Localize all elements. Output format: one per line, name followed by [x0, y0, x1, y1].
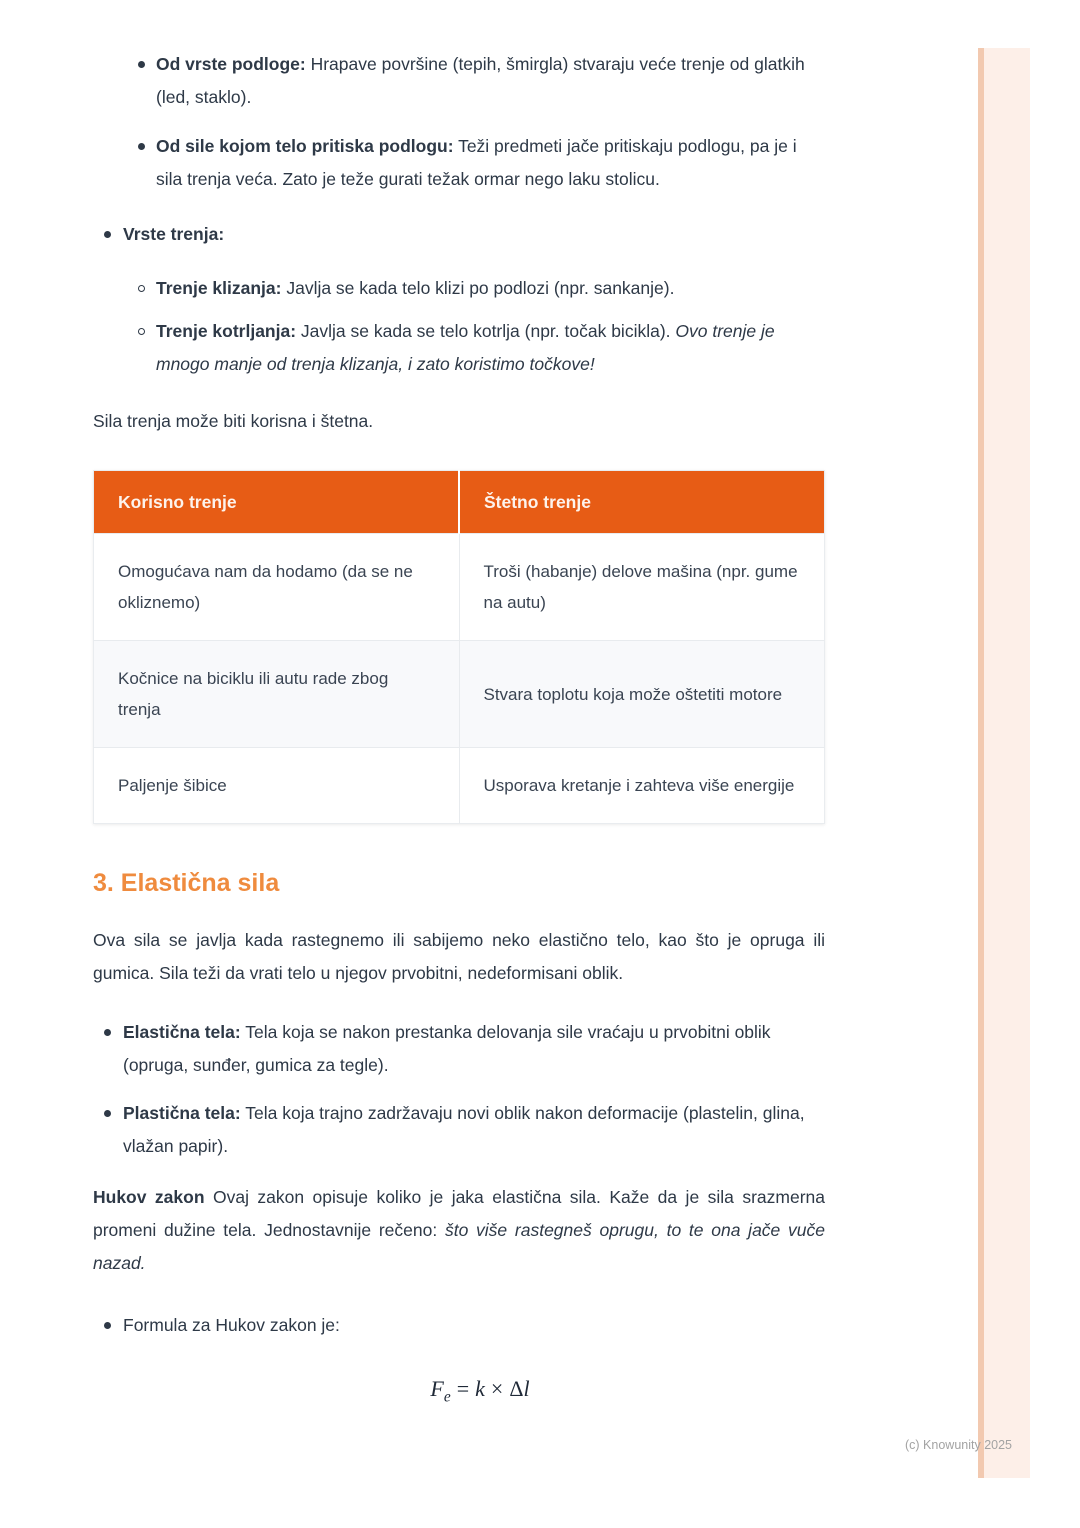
bullet-icon	[104, 1029, 111, 1036]
bullet-icon	[104, 231, 111, 238]
table-cell: Usporava kretanje i zahteva više energije	[459, 748, 825, 824]
list-item-text: Plastična tela: Tela koja trajno zadržavaju novi oblik nakon deformacije (plastelin, glina, vlažan papir).	[123, 1103, 805, 1156]
paragraph-hooke-law: Hukov zakon Ovaj zakon opisuje koliko je jaka elastična sila. Kaže da je sila srazmerna promeni dužine tela. Jednostavnije rečeno: što više rastegneš oprugu, to te ona jače vuče nazad.	[93, 1187, 825, 1273]
page-edge-strip	[978, 48, 1030, 1478]
list-item-text: Vrste trenja:	[123, 224, 225, 244]
formula-multiply: ×	[490, 1376, 504, 1401]
formula-delta: Δ	[509, 1376, 524, 1401]
bullet-icon	[104, 1322, 111, 1329]
friction-comparison-table	[93, 470, 825, 824]
table-header-row	[94, 471, 825, 534]
table-cell: Omogućava nam da hodamo (da se ne okliznemo)	[94, 534, 460, 641]
formula-subscript: e	[443, 1388, 451, 1406]
table-row	[94, 641, 825, 748]
table-cell: Kočnice na biciklu ili autu rade zbog trenja	[94, 641, 460, 748]
copyright-notice: (c) Knowunity 2025	[905, 1438, 1013, 1452]
formula-equals: =	[456, 1376, 470, 1401]
list-item-surface-type	[138, 48, 825, 114]
list-item-friction-types-title	[93, 218, 825, 251]
list-item-elastic-bodies	[93, 1016, 825, 1082]
table-cell: Stvara toplotu koja može oštetiti motore	[459, 641, 825, 748]
circle-bullet-icon	[138, 285, 145, 292]
paragraph-useful-harmful: Sila trenja može biti korisna i štetna.	[93, 411, 374, 431]
formula-constant-symbol: k	[475, 1376, 485, 1401]
circle-bullet-icon	[138, 328, 145, 335]
list-item-formula-label	[93, 1309, 825, 1342]
formula-force-symbol: F	[430, 1376, 444, 1401]
hooke-formula	[93, 1372, 825, 1413]
table-cell: Paljenje šibice	[94, 748, 460, 824]
list-item-sliding-friction	[138, 272, 825, 305]
list-item-text: Trenje klizanja: Javlja se kada telo klizi po podlozi (npr. sankanje).	[156, 278, 675, 298]
table-row	[94, 748, 825, 824]
list-item-text: Formula za Hukov zakon je:	[123, 1315, 340, 1335]
formula-length-symbol: l	[523, 1376, 530, 1401]
list-item-text: Od vrste podloge: Hrapave površine (tepih, šmirgla) stvaraju veće trenje od glatkih (led, staklo).	[156, 54, 805, 107]
list-item-rolling-friction	[138, 315, 825, 381]
bullet-icon	[138, 143, 145, 150]
bullet-icon	[138, 61, 145, 68]
table-header-harmful: Štetno trenje	[459, 471, 825, 534]
table-cell: Troši (habanje) delove mašina (npr. gume na autu)	[459, 534, 825, 641]
list-item-text: Elastična tela: Tela koja se nakon prestanka delovanja sile vraćaju u prvobitni oblik (opruga, sunđer, gumica za tegle).	[123, 1022, 771, 1075]
list-item-text: Trenje kotrljanja: Javlja se kada se telo kotrlja (npr. točak bicikla). Ovo trenje je mnogo manje od trenja klizanja, i zato koristimo točkove!	[156, 321, 775, 374]
list-item-pressing-force	[138, 130, 825, 196]
bullet-icon	[104, 1110, 111, 1117]
table-header-useful: Korisno trenje	[94, 471, 460, 534]
paragraph-elastic-intro: Ova sila se javlja kada rastegnemo ili sabijemo neko elastično telo, kao što je opruga ili gumica. Sila teži da vrati telo u njegov prvobitni, nedeformisani oblik.	[93, 930, 825, 983]
list-item-text: Od sile kojom telo pritiska podlogu: Teži predmeti jače pritiskaju podlogu, pa je i sila trenja veća. Zato je teže gurati težak ormar nego laku stolicu.	[156, 136, 797, 189]
table-row	[94, 534, 825, 641]
section-heading-elastic-force: 3. Elastična sila	[93, 869, 280, 897]
document-content	[93, 48, 825, 1413]
list-item-plastic-bodies	[93, 1097, 825, 1163]
